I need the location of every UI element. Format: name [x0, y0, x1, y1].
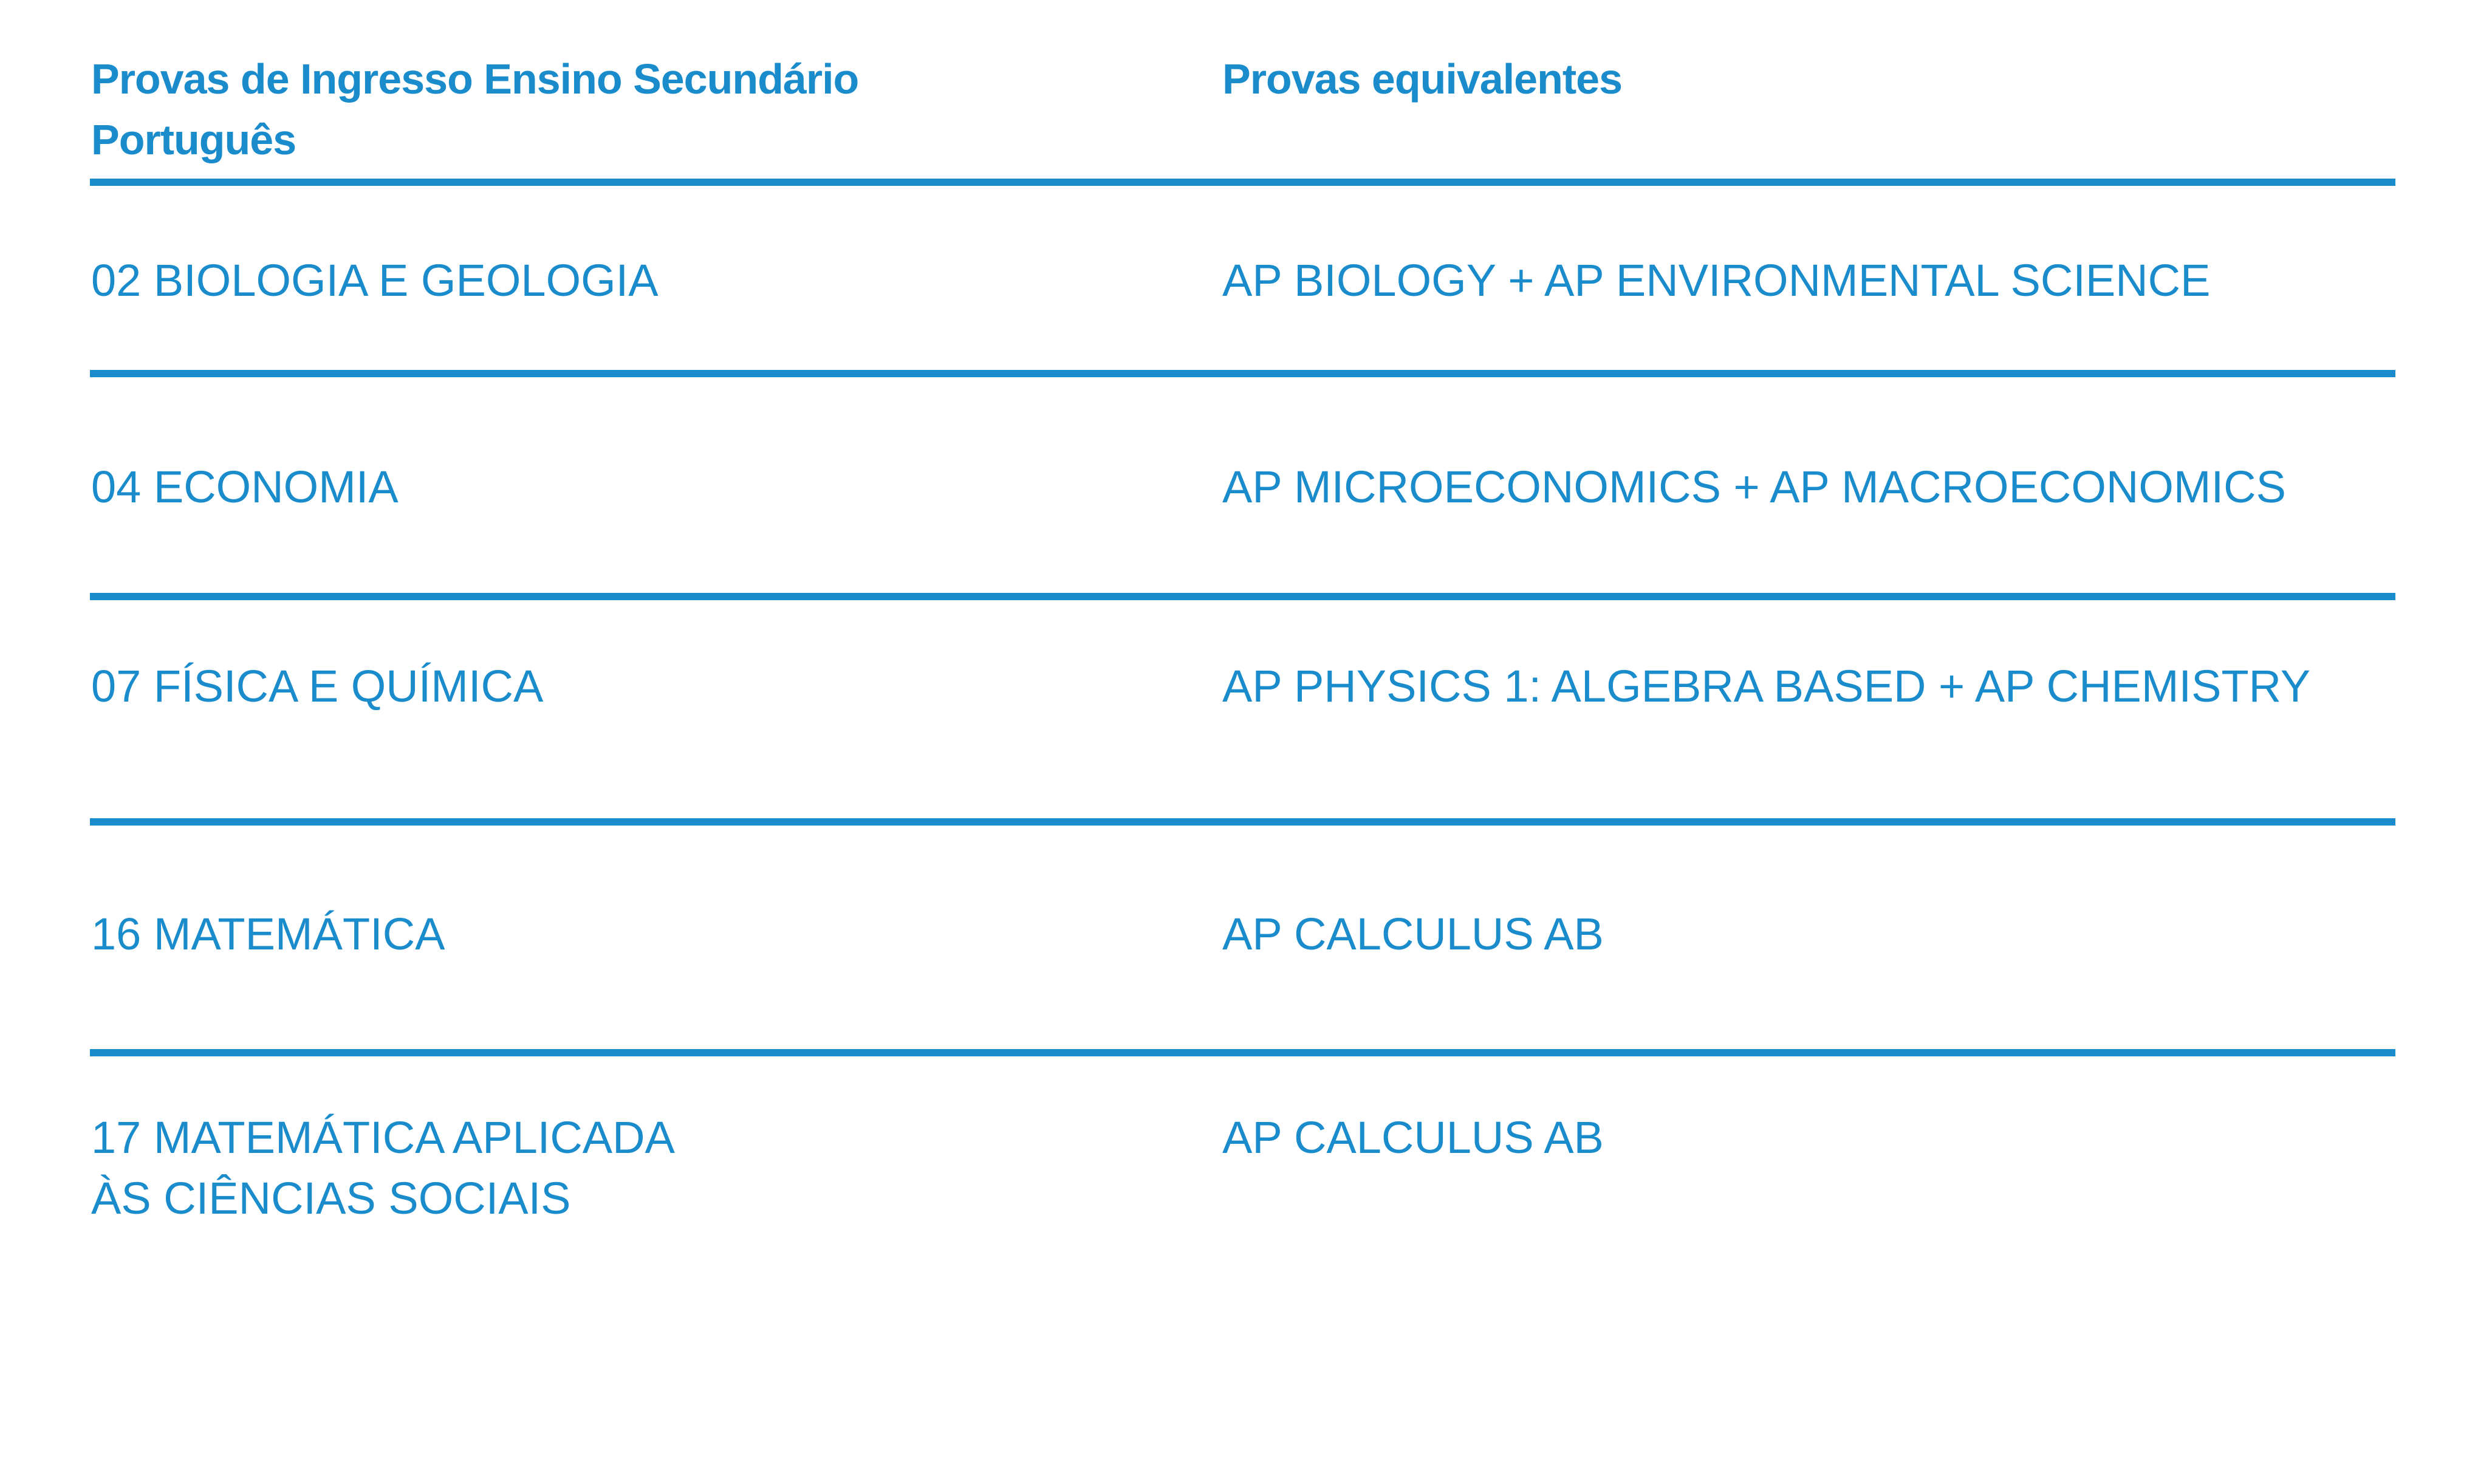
row-divider [90, 1049, 2395, 1056]
row-4-exam: 16 MATEMÁTICA [91, 909, 445, 959]
row-divider [90, 593, 2395, 600]
row-2-exam: 04 ECONOMIA [91, 462, 399, 512]
column-header-equivalents: Provas equivalentes [1222, 55, 1622, 103]
column-header-exams-line1: Provas de Ingresso Ensino Secundário [91, 55, 859, 103]
row-1-equivalent: AP BIOLOGY + AP ENVIRONMENTAL SCIENCE [1222, 255, 2211, 306]
row-5-equivalent: AP CALCULUS AB [1222, 1112, 1604, 1163]
row-4-equivalent: AP CALCULUS AB [1222, 909, 1604, 959]
header-divider [90, 179, 2395, 186]
row-divider [90, 370, 2395, 377]
column-header-exams [91, 49, 1124, 170]
row-divider [90, 818, 2395, 826]
row-2-equivalent: AP MICROECONOMICS + AP MACROECONOMICS [1222, 462, 2286, 512]
row-3-equivalent: AP PHYSICS 1: ALGEBRA BASED + AP CHEMISTRY [1222, 661, 2311, 711]
row-5-exam-line2: ÀS CIÊNCIAS SOCIAIS [91, 1173, 571, 1223]
row-5-exam: 17 MATEMÁTICA APLICADA [91, 1112, 675, 1163]
row-1-exam: 02 BIOLOGIA E GEOLOGIA [91, 255, 659, 306]
column-header-exams-line2: Português [91, 116, 296, 163]
row-3-exam: 07 FÍSICA E QUÍMICA [91, 661, 544, 711]
